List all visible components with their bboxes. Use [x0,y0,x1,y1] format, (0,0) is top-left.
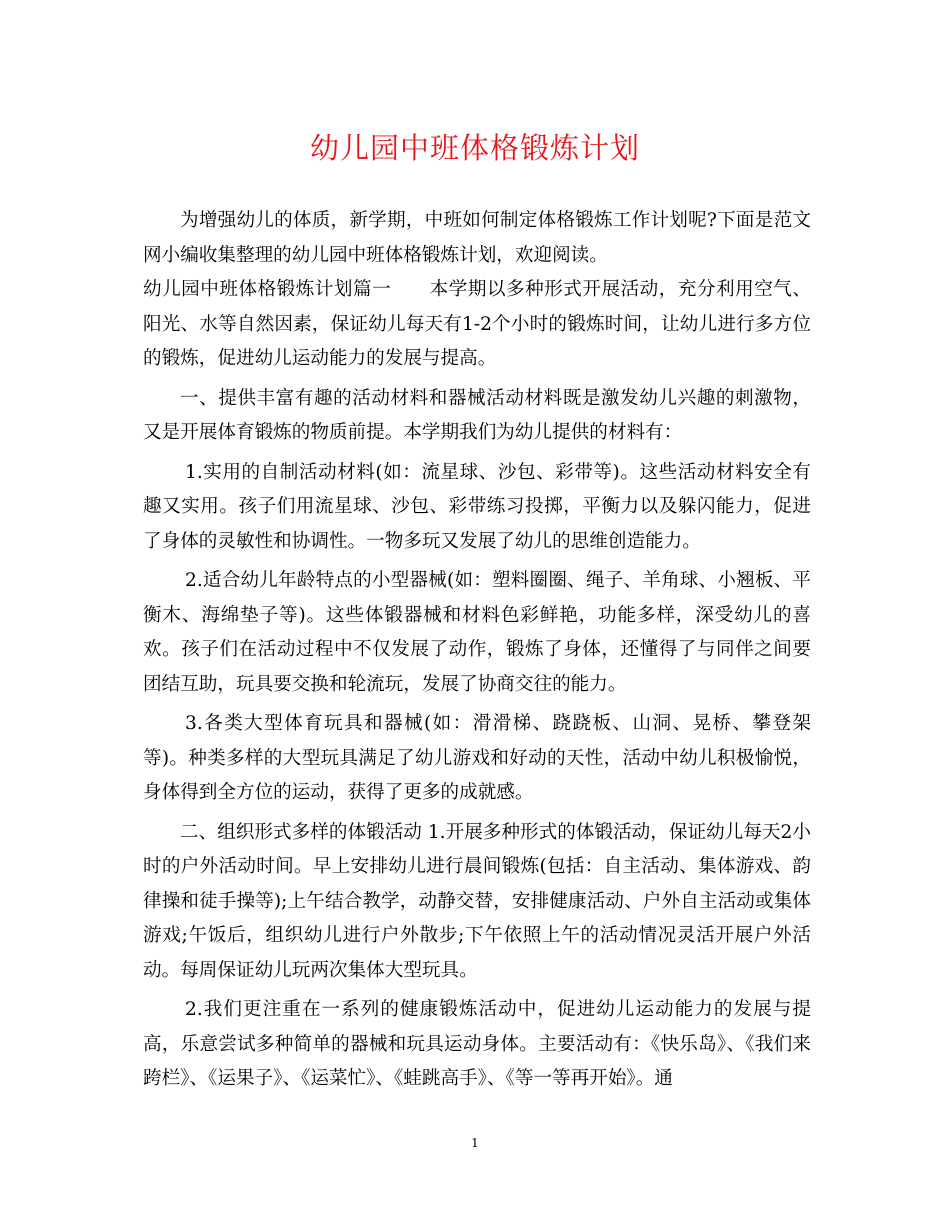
activities-item-2: 2.我们更注重在一系列的健康锻炼活动中，促进幼儿运动能力的发展与提高，乐意尝试多种简单的器械和玩具运动身体。主要活动有：《快乐岛》、《我们来跨栏》、《运果子》、《运菜忙》、《蛙跳高手》、《等一等再开始》。通 [143,999,811,1089]
activities-paragraph: 二、组织形式多样的体锻活动 1.开展多种形式的体锻活动，保证幼儿每天2小时的户外活动时间。早上安排幼儿进行晨间锻炼(包括：自主活动、集体游戏、韵律操和徒手操等);上午结合教学，动静交替，安排健康活动、户外自主活动或集体游戏;午饭后，组织幼儿进行户外散步;下午依照上午的活动情况灵活开展户外活动。每周保证幼儿玩两次集体大型玩具。 [143,821,811,981]
document-title: 幼儿园中班体格锻炼计划 [309,131,640,165]
materials-item-1: 1.实用的自制活动材料(如：流星球、沙包、彩带等)。这些活动材料安全有趣又实用。孩子们用流星球、沙包、彩带练习投掷，平衡力以及躲闪能力，促进了身体的灵敏性和协调性。一物多玩又发展了幼儿的思维创造能力。 [143,461,811,552]
page-number: 1 [471,1136,479,1150]
intro-paragraph: 为增强幼儿的体质，新学期，中班如何制定体格锻炼工作计划呢?下面是范文网小编收集整理的幼儿园中班体格锻炼计划，欢迎阅读。 [143,210,811,266]
section-paragraph [143,273,811,377]
materials-item-3: 3.各类大型体育玩具和器械(如：滑滑梯、跷跷板、山洞、晃桥、攀登架等)。种类多样的大型玩具满足了幼儿游戏和好动的天性，活动中幼儿积极愉悦，身体得到全方位的运动，获得了更多的成就感。 [143,713,811,803]
section-intro-text: 本学期以多种形式开展活动，充分利用空气、阳光、水等自然因素，保证幼儿每天有1-2个小时的锻炼时间，让幼儿进行多方位的锻炼，促进幼儿运动能力的发展与提高。 [143,279,811,369]
materials-item-2: 2.适合幼儿年龄特点的小型器械(如：塑料圈圈、绳子、羊角球、小翘板、平衡木、海绵垫子等)。这些体锻器械和材料色彩鲜艳，功能多样，深受幼儿的喜欢。孩子们在活动过程中不仅发展了动作，锻炼了身体，还懂得了与同伴之间要团结互助，玩具要交换和轮流玩，发展了协商交往的能力。 [143,570,811,695]
materials-paragraph: 一、提供丰富有趣的活动材料和器械活动材料既是激发幼儿兴趣的刺激物，又是开展体育锻炼的物质前提。本学期我们为幼儿提供的材料有： [143,387,811,443]
document-body [143,204,811,1097]
section-heading: 幼儿园中班体格锻炼计划篇一 [143,279,392,300]
